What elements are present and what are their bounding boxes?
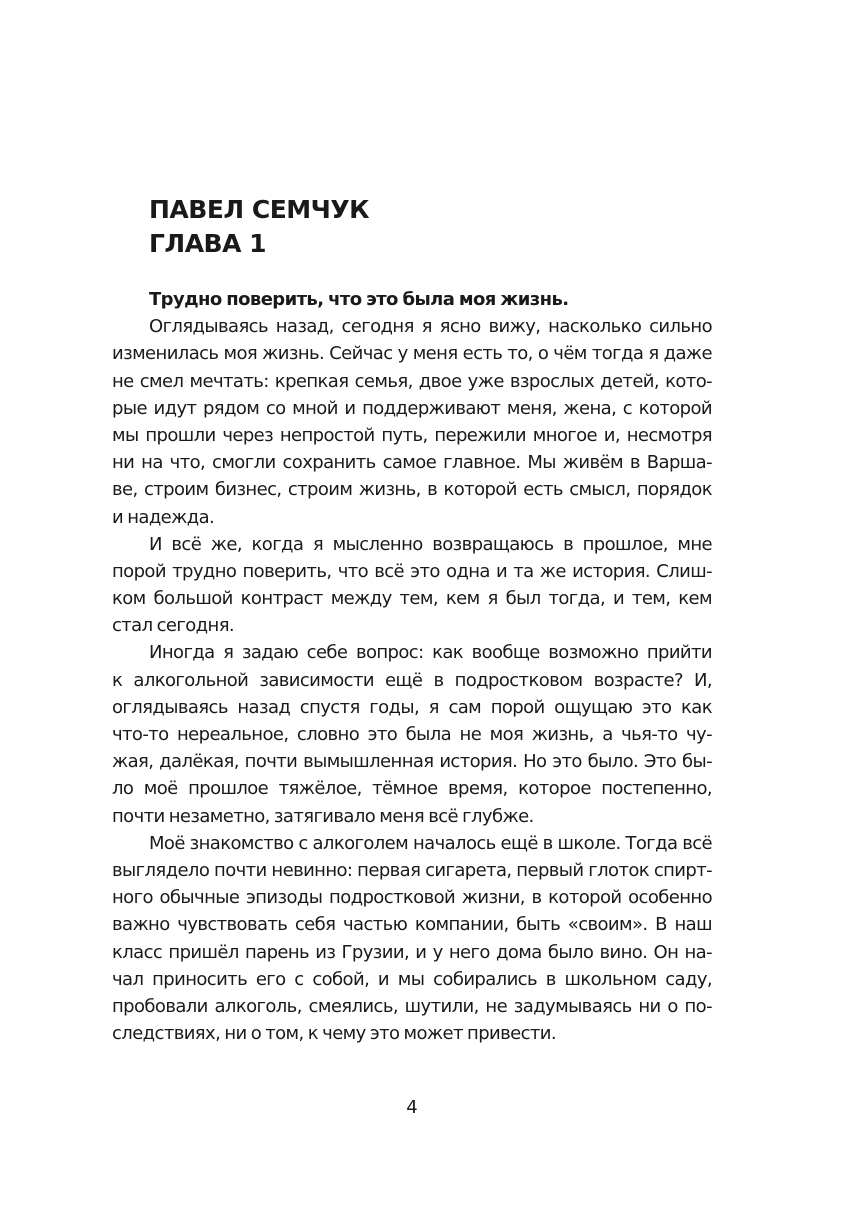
text-line: И всё же, когда я мысленно возвращаюсь в прошлое, мне: [149, 533, 712, 555]
text-line: изменилась моя жизнь. Сейчас у меня есть то, о чём тогда я даже: [112, 343, 712, 365]
text-line: ве, строим бизнес, строим жизнь, в которой есть смысл, порядок: [112, 479, 712, 501]
text-line: стал сегодня.: [112, 615, 235, 637]
text-line: ло моё прошлое тяжёлое, тёмное время, которое постепенно,: [112, 778, 712, 800]
text-line: к алкогольной зависимости ещё в подростковом возрасте? И,: [112, 669, 712, 691]
page-number: 4: [406, 1097, 418, 1118]
chapter-heading: [149, 193, 369, 261]
text-line: жая, далёкая, почти вымышленная история. Но это было. Это бы-: [112, 751, 712, 773]
text-line: Иногда я задаю себе вопрос: как вообще возможно прийти: [149, 642, 712, 664]
text-line: рые идут рядом со мной и поддерживают меня, жена, с которой: [112, 397, 712, 419]
text-line: ни на что, смогли сохранить самое главное. Мы живём в Варша-: [112, 452, 712, 474]
paragraph-2: [112, 531, 712, 640]
text-line: не смел мечтать: крепкая семья, двое уже взрослых детей, кото-: [112, 370, 712, 392]
text-line: Оглядываясь назад, сегодня я ясно вижу, насколько сильно: [149, 316, 712, 338]
text-line: мы прошли через непростой путь, пережили многое и, несмотря: [112, 424, 712, 446]
text-line: порой трудно поверить, что всё это одна и та же история. Слиш-: [112, 560, 712, 582]
text-line: оглядываясь назад спустя годы, я сам порой ощущаю это как: [112, 696, 712, 718]
author-name: ПАВЕЛ СЕМЧУК: [149, 195, 370, 224]
text-line: почти незаметно, затягивало меня всё глубже.: [112, 805, 534, 827]
paragraph-1: [112, 313, 712, 531]
text-line: выглядело почти невинно: первая сигарета, первый глоток спирт-: [112, 859, 712, 881]
text-line: чал приносить его с собой, и мы собирались в школьном саду,: [112, 968, 712, 990]
text-line: Моё знакомство с алкоголем началось ещё в школе. Тогда всё: [149, 832, 712, 854]
paragraph-4: [112, 830, 712, 1048]
text-line: важно чувствовать себя частью компании, быть «своим». В наш: [112, 914, 712, 936]
text-line: пробовали алкоголь, смеялись, шутили, не задумываясь ни о по-: [112, 995, 712, 1017]
chapter-title: ГЛАВА 1: [149, 229, 267, 258]
text-line: ком большой контраст между тем, кем я был тогда, и тем, кем: [112, 588, 712, 610]
chapter-body: [112, 286, 712, 1047]
lead-sentence: Трудно поверить, что это была моя жизнь.: [149, 289, 569, 310]
text-line: и надежда.: [112, 506, 215, 528]
book-page: [112, 0, 712, 1211]
paragraph-3: [112, 639, 712, 829]
text-line: класс пришёл парень из Грузии, и у него дома было вино. Он на-: [112, 941, 712, 963]
text-line: следствиях, ни о том, к чему это может привести.: [112, 1023, 556, 1045]
text-line: что-то нереальное, словно это была не моя жизнь, а чья-то чу-: [112, 724, 712, 745]
text-line: ного обычные эпизоды подростковой жизни, в которой особенно: [112, 887, 712, 909]
